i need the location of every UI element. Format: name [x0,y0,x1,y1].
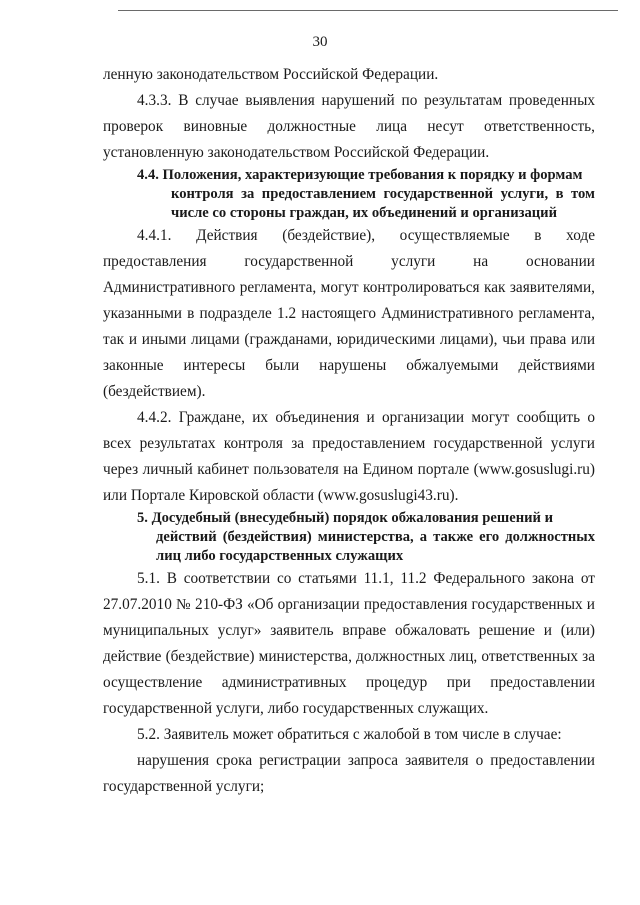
paragraph-4-3-3: 4.3.3. В случае выявления нарушений по результатам проведенных проверок виновные должностные лица несут ответственность, установленную законодательством Российской Федерации. [103,92,595,161]
section-heading-5-first: 5. Досудебный (внесудебный) порядок обжалования решений и [137,510,553,526]
section-heading-4-4-rest: контроля за предоставлением государственной услуги, в том числе со стороны граждан, их объединений и организаций [171,186,595,221]
paragraph-5-1: 5.1. В соответствии со статьями 11.1, 11.2 Федерального закона от 27.07.2010 № 210-ФЗ «Об организации предоставления государственных и муниципальных услуг» заявитель вправе обжаловать решение и (или) действие (бездействие) министерства, должностных лиц, ответственных за осуществление административных процедур при предоставлении государственной услуги, либо государственных служащих. [103,570,595,717]
paragraph-4-4-1: 4.4.1. Действия (бездействие), осуществляемые в ходе предоставления государственной услуги на основании Административного регламента, могут контролироваться как заявителями, указанными в подразделе 1.2 настоящего Административного регламента, так и иными лицами (гражданами, юридическими лицами), чьи права или законные интересы были нарушены обжалуемыми действиями (бездействием). [103,227,595,400]
section-heading-5-rest: действий (бездействия) министерства, а также его должностных лиц либо государственных служащих [156,529,595,564]
top-border-line [118,10,618,11]
page-number: 30 [312,34,328,50]
section-heading-4-4-first: 4.4. Положения, характеризующие требования к порядку и формам [137,167,583,183]
paragraph-5-2: 5.2. Заявитель может обратиться с жалобой в том числе в случае: [137,726,562,743]
section-heading-4-4 [103,166,595,223]
section-heading-5 [103,509,595,566]
paragraph-5-2-item: нарушения срока регистрации запроса заявителя о предоставлении государственной услуги; [103,752,595,795]
paragraph-4-4-2: 4.4.2. Граждане, их объединения и организации могут сообщить о всех результатах контроля за предоставлением государственной услуги через личный кабинет пользователя на Едином портале (www.gosuslugi.ru) или Портале Кировской области (www.gosuslugi43.ru). [103,409,595,504]
paragraph-continuation: ленную законодательством Российской Федерации. [103,66,439,83]
document-body [103,62,595,800]
